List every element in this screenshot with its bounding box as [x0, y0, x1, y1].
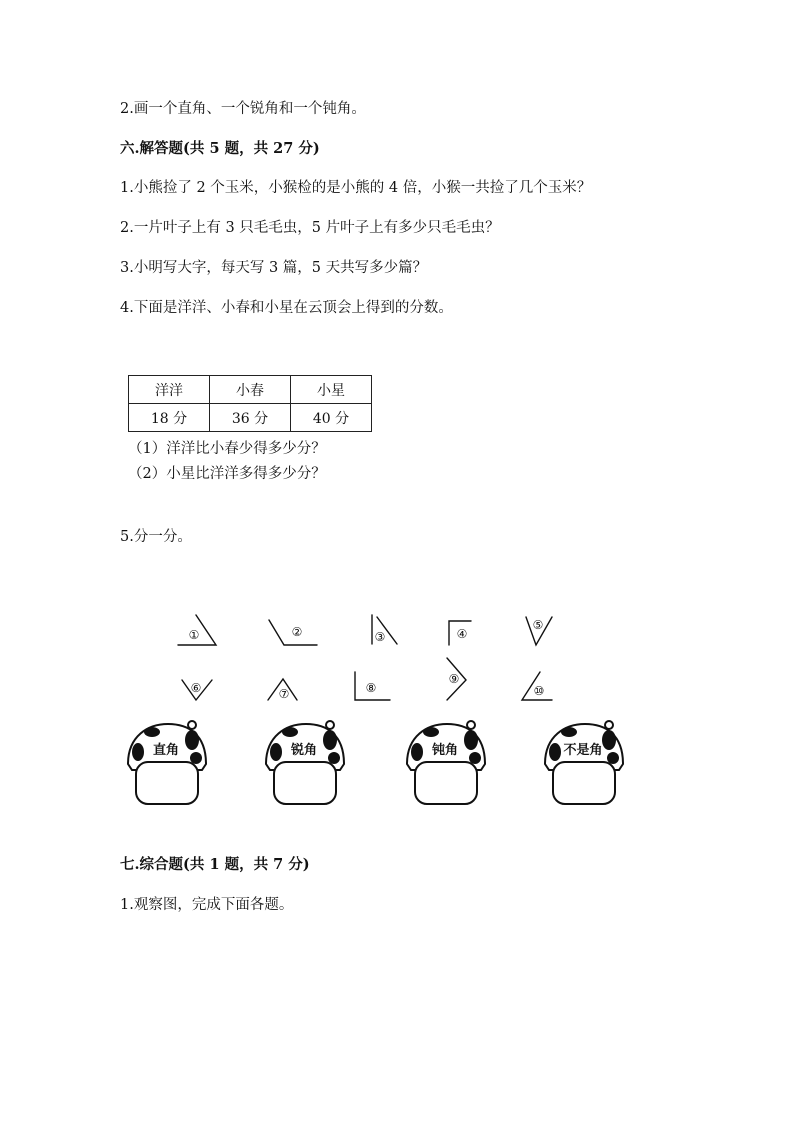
section-7-title: 七.综合题(共 1 题，共 7 分) — [120, 856, 310, 873]
angle-label-4: ④ — [456, 627, 468, 641]
header-xiaochun: 小春 — [210, 376, 291, 404]
mushroom-label-acute: 锐角 — [290, 743, 318, 758]
score-xiaochun: 36 分 — [210, 404, 291, 432]
header-yangyang: 洋洋 — [129, 376, 210, 404]
mushroom-not-angle — [545, 721, 623, 804]
section-7-question-1: 1.观察图，完成下面各题。 — [120, 897, 294, 913]
section-6-title: 六.解答题(共 5 题，共 27 分) — [120, 140, 320, 157]
mushroom-label-not-angle: 不是角 — [563, 743, 603, 758]
problem-2: 2.一片叶子上有 3 只毛毛虫，5 片叶子上有多少只毛毛虫？ — [120, 220, 500, 236]
mushroom-label-obtuse: 钝角 — [431, 743, 459, 758]
angle-label-3: ③ — [374, 630, 386, 644]
problem-5: 5.分一分。 — [120, 529, 192, 545]
score-xiaoxing: 40 分 — [291, 404, 372, 432]
problem-1: 1.小熊捡了 2 个玉米，小猴检的是小熊的 4 倍，小猴一共捡了几个玉米？ — [120, 180, 592, 196]
angle-label-1: ① — [188, 628, 200, 642]
angle-label-6: ⑥ — [190, 681, 202, 695]
angle-label-2: ② — [291, 625, 303, 639]
problem-3: 3.小明写大字，每天写 3 篇，5 天共写多少篇？ — [120, 260, 428, 276]
mushroom-right-angle — [128, 721, 206, 804]
angle-label-8: ⑧ — [365, 681, 377, 695]
angle-label-10: ⑩ — [533, 684, 545, 698]
header-xiaoxing: 小星 — [291, 376, 372, 404]
subquestion-2: （2）小星比洋洋多得多少分？ — [128, 466, 326, 482]
question-draw-angles: 2.画一个直角、一个锐角和一个钝角。 — [120, 101, 366, 117]
problem-4: 4.下面是洋洋、小春和小星在云顶会上得到的分数。 — [120, 300, 453, 316]
angle-label-7: ⑦ — [278, 687, 290, 701]
mushroom-obtuse-angle — [407, 721, 485, 804]
mushroom-label-right: 直角 — [152, 743, 180, 758]
angle-label-5: ⑤ — [532, 618, 544, 632]
score-yangyang: 18 分 — [129, 404, 210, 432]
mushroom-acute-angle — [266, 721, 344, 804]
subquestion-1: （1）洋洋比小春少得多少分？ — [128, 441, 326, 457]
angle-label-9: ⑨ — [448, 672, 460, 686]
